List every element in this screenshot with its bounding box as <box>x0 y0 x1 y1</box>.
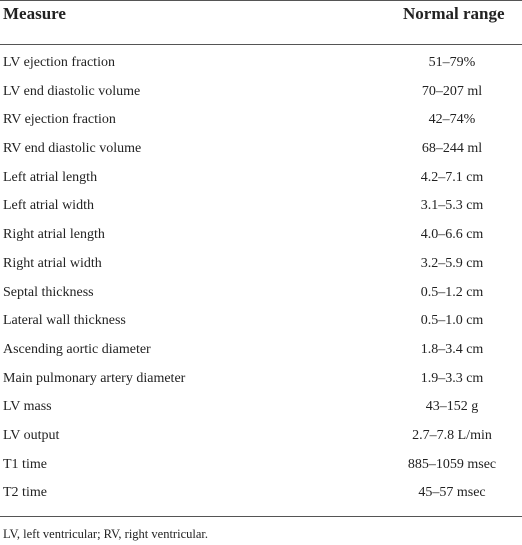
table-row <box>0 191 522 220</box>
range-cell: 4.2–7.1 cm <box>420 169 484 185</box>
table-row <box>0 134 522 163</box>
range-cell: 1.8–3.4 cm <box>420 341 484 357</box>
measure-cell: Right atrial length <box>3 227 105 243</box>
table-row <box>0 335 522 364</box>
measure-cell: Septal thickness <box>3 284 94 300</box>
range-cell: 43–152 g <box>425 399 479 415</box>
table-row <box>0 105 522 134</box>
measure-cell: Right atrial width <box>3 255 102 271</box>
bottom-rule <box>0 516 522 517</box>
table-row <box>0 249 522 278</box>
table-row <box>0 220 522 249</box>
range-cell: 42–74% <box>428 112 476 128</box>
range-cell: 45–57 msec <box>418 485 486 501</box>
measure-cell: LV mass <box>3 399 52 415</box>
table-row <box>0 48 522 77</box>
range-cell: 2.7–7.8 L/min <box>412 427 492 443</box>
range-cell: 1.9–3.3 cm <box>420 370 484 386</box>
table-row <box>0 77 522 106</box>
measure-cell: Lateral wall thickness <box>3 313 126 329</box>
measure-cell: RV ejection fraction <box>3 112 116 128</box>
range-cell: 4.0–6.6 cm <box>420 227 484 243</box>
range-cell: 0.5–1.0 cm <box>420 313 484 329</box>
table-row <box>0 278 522 307</box>
measure-cell: Main pulmonary artery diameter <box>3 370 186 386</box>
range-cell: 51–79% <box>428 55 476 70</box>
range-cell: 885–1059 msec <box>407 456 497 472</box>
table-row <box>0 306 522 335</box>
header-measure: Measure <box>3 4 66 23</box>
measure-cell: T1 time <box>3 456 47 472</box>
measure-cell: Left atrial width <box>3 198 94 214</box>
header-normal-range: Normal range <box>403 4 505 23</box>
measure-cell: T2 time <box>3 485 47 501</box>
range-cell: 68–244 ml <box>421 141 483 157</box>
table-row <box>0 364 522 393</box>
measure-cell: LV end diastolic volume <box>3 83 141 99</box>
table-row <box>0 478 522 507</box>
measure-cell: RV end diastolic volume <box>3 141 142 157</box>
range-cell: 0.5–1.2 cm <box>420 284 484 300</box>
range-cell: 70–207 ml <box>421 83 483 99</box>
table-body <box>0 48 522 507</box>
measure-cell: Left atrial length <box>3 169 98 185</box>
measure-cell: Ascending aortic diameter <box>3 341 151 357</box>
table-row <box>0 450 522 479</box>
range-cell: 3.1–5.3 cm <box>420 198 484 214</box>
measure-cell: LV ejection fraction <box>3 55 115 70</box>
header-rule <box>0 44 522 45</box>
table-row <box>0 392 522 421</box>
table-header <box>0 0 522 44</box>
table-footnote: LV, left ventricular; RV, right ventricular. <box>3 527 208 541</box>
range-cell: 3.2–5.9 cm <box>420 255 484 271</box>
table-row <box>0 163 522 192</box>
table-row <box>0 421 522 450</box>
measure-cell: LV output <box>3 427 60 443</box>
